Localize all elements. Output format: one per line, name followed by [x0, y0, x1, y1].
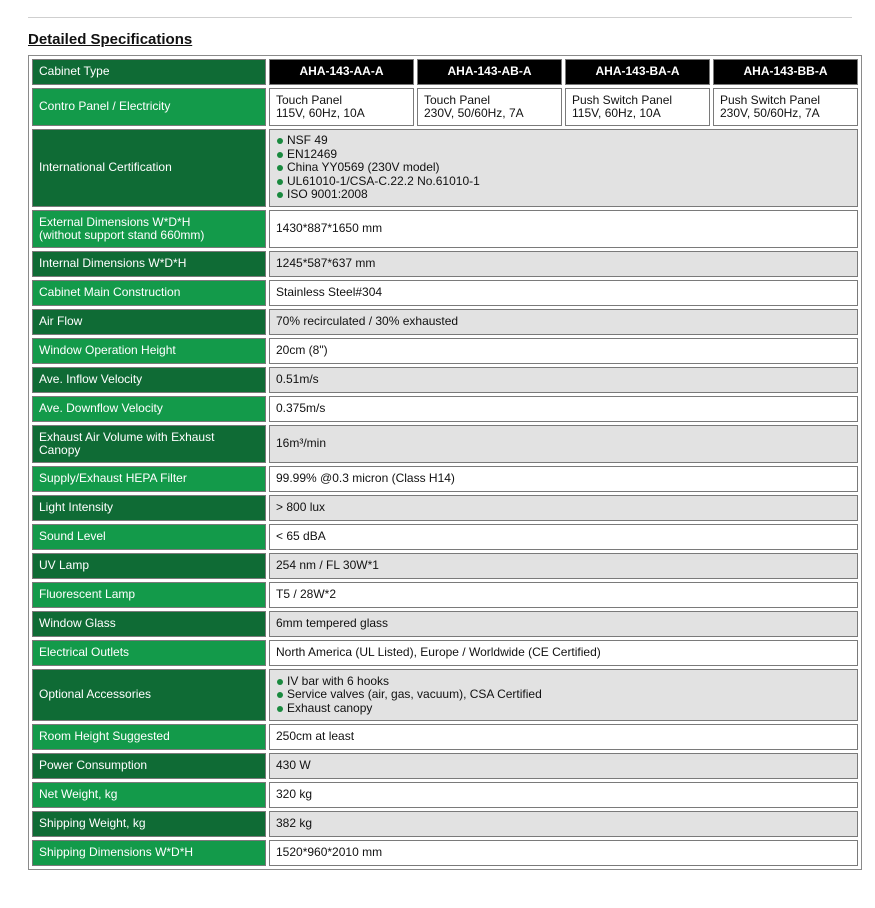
- list-item: Service valves (air, gas, vacuum), CSA Certified: [276, 688, 851, 702]
- list-item: UL61010-1/CSA-C.22.2 No.61010-1: [276, 175, 851, 189]
- row-label: Net Weight, kg: [32, 782, 266, 808]
- certification-list: [276, 134, 851, 202]
- row-value: 6mm tempered glass: [269, 611, 858, 637]
- row-value: 16m³/min: [269, 425, 858, 463]
- certification-cell: [269, 129, 858, 207]
- row-label: International Certification: [32, 129, 266, 207]
- table-row: [32, 782, 858, 808]
- panel-type: Push Switch Panel: [720, 92, 821, 107]
- model-header: AHA-143-BA-A: [565, 59, 710, 85]
- list-item: ISO 9001:2008: [276, 188, 851, 202]
- table-row: [32, 367, 858, 393]
- accessories-cell: [269, 669, 858, 721]
- panel-type: Push Switch Panel: [572, 92, 673, 107]
- table-row: [32, 396, 858, 422]
- table-row-exhaust-air-volume: [32, 425, 858, 463]
- row-label: [32, 425, 266, 463]
- row-label: Window Operation Height: [32, 338, 266, 364]
- electricity: 115V, 60Hz, 10A: [572, 106, 661, 120]
- row-value: 430 W: [269, 753, 858, 779]
- row-label: [32, 210, 266, 248]
- row-label: Sound Level: [32, 524, 266, 550]
- model-header: AHA-143-AA-A: [269, 59, 414, 85]
- row-value: Stainless Steel#304: [269, 280, 858, 306]
- table-row-optional-accessories: [32, 669, 858, 721]
- electricity: 230V, 50/60Hz, 7A: [720, 106, 820, 120]
- row-value: 0.375m/s: [269, 396, 858, 422]
- row-label: Fluorescent Lamp: [32, 582, 266, 608]
- list-item: NSF 49: [276, 134, 851, 148]
- table-row: [32, 251, 858, 277]
- table-row-control-panel: [32, 88, 858, 126]
- row-value: T5 / 28W*2: [269, 582, 858, 608]
- row-value: 382 kg: [269, 811, 858, 837]
- table-row: [32, 611, 858, 637]
- row-label: Shipping Dimensions W*D*H: [32, 840, 266, 866]
- panel-type: Touch Panel: [276, 92, 343, 107]
- row-value: 250cm at least: [269, 724, 858, 750]
- row-label: UV Lamp: [32, 553, 266, 579]
- row-label: Room Height Suggested: [32, 724, 266, 750]
- table-row: [32, 495, 858, 521]
- control-cell: [269, 88, 414, 126]
- row-label: Contro Panel / Electricity: [32, 88, 266, 126]
- row-label: Electrical Outlets: [32, 640, 266, 666]
- row-label: Window Glass: [32, 611, 266, 637]
- row-value: > 800 lux: [269, 495, 858, 521]
- page-title: Detailed Specifications: [28, 31, 193, 48]
- row-label: Light Intensity: [32, 495, 266, 521]
- electricity: 115V, 60Hz, 10A: [276, 106, 365, 120]
- row-label-line: Canopy: [39, 443, 81, 457]
- list-item: IV bar with 6 hooks: [276, 675, 851, 689]
- row-label: Cabinet Main Construction: [32, 280, 266, 306]
- row-label-line: External Dimensions W*D*H: [39, 214, 191, 229]
- table-row: [32, 338, 858, 364]
- row-label: Optional Accessories: [32, 669, 266, 721]
- row-label: Power Consumption: [32, 753, 266, 779]
- row-label: Supply/Exhaust HEPA Filter: [32, 466, 266, 492]
- table-row: [32, 309, 858, 335]
- table-row: [32, 280, 858, 306]
- electricity: 230V, 50/60Hz, 7A: [424, 106, 524, 120]
- table-row: [32, 466, 858, 492]
- model-header: AHA-143-AB-A: [417, 59, 562, 85]
- row-value: 70% recirculated / 30% exhausted: [269, 309, 858, 335]
- panel-type: Touch Panel: [424, 92, 491, 107]
- control-cell: [417, 88, 562, 126]
- control-cell: [565, 88, 710, 126]
- table-row: [32, 753, 858, 779]
- list-item: EN12469: [276, 148, 851, 162]
- row-label: Shipping Weight, kg: [32, 811, 266, 837]
- row-value: 20cm (8"): [269, 338, 858, 364]
- row-label: Air Flow: [32, 309, 266, 335]
- list-item: China YY0569 (230V model): [276, 161, 851, 175]
- top-divider: [28, 17, 852, 18]
- row-value: 1430*887*1650 mm: [269, 210, 858, 248]
- table-row: [32, 553, 858, 579]
- table-row: [32, 640, 858, 666]
- row-value: 254 nm / FL 30W*1: [269, 553, 858, 579]
- row-label: Cabinet Type: [32, 59, 266, 85]
- row-value: 99.99% @0.3 micron (Class H14): [269, 466, 858, 492]
- row-value: 1520*960*2010 mm: [269, 840, 858, 866]
- table-row-external-dimensions: [32, 210, 858, 248]
- row-label: Ave. Downflow Velocity: [32, 396, 266, 422]
- row-label: Ave. Inflow Velocity: [32, 367, 266, 393]
- row-value: < 65 dBA: [269, 524, 858, 550]
- table-row: [32, 811, 858, 837]
- table-row: [32, 724, 858, 750]
- table-row: [32, 524, 858, 550]
- table-row-cabinet-type: [32, 59, 858, 85]
- control-cell: [713, 88, 858, 126]
- table-row: [32, 840, 858, 866]
- row-label: Internal Dimensions W*D*H: [32, 251, 266, 277]
- list-item: Exhaust canopy: [276, 702, 851, 716]
- row-value: 0.51m/s: [269, 367, 858, 393]
- table-row: [32, 582, 858, 608]
- row-value: 1245*587*637 mm: [269, 251, 858, 277]
- accessories-list: [276, 675, 851, 716]
- model-header: AHA-143-BB-A: [713, 59, 858, 85]
- row-label-line: (without support stand 660mm): [39, 228, 205, 242]
- row-value: 320 kg: [269, 782, 858, 808]
- row-value: North America (UL Listed), Europe / Worldwide (CE Certified): [269, 640, 858, 666]
- specifications-table: [28, 55, 862, 870]
- row-label-line: Exhaust Air Volume with Exhaust: [39, 429, 215, 444]
- table-row-certification: [32, 129, 858, 207]
